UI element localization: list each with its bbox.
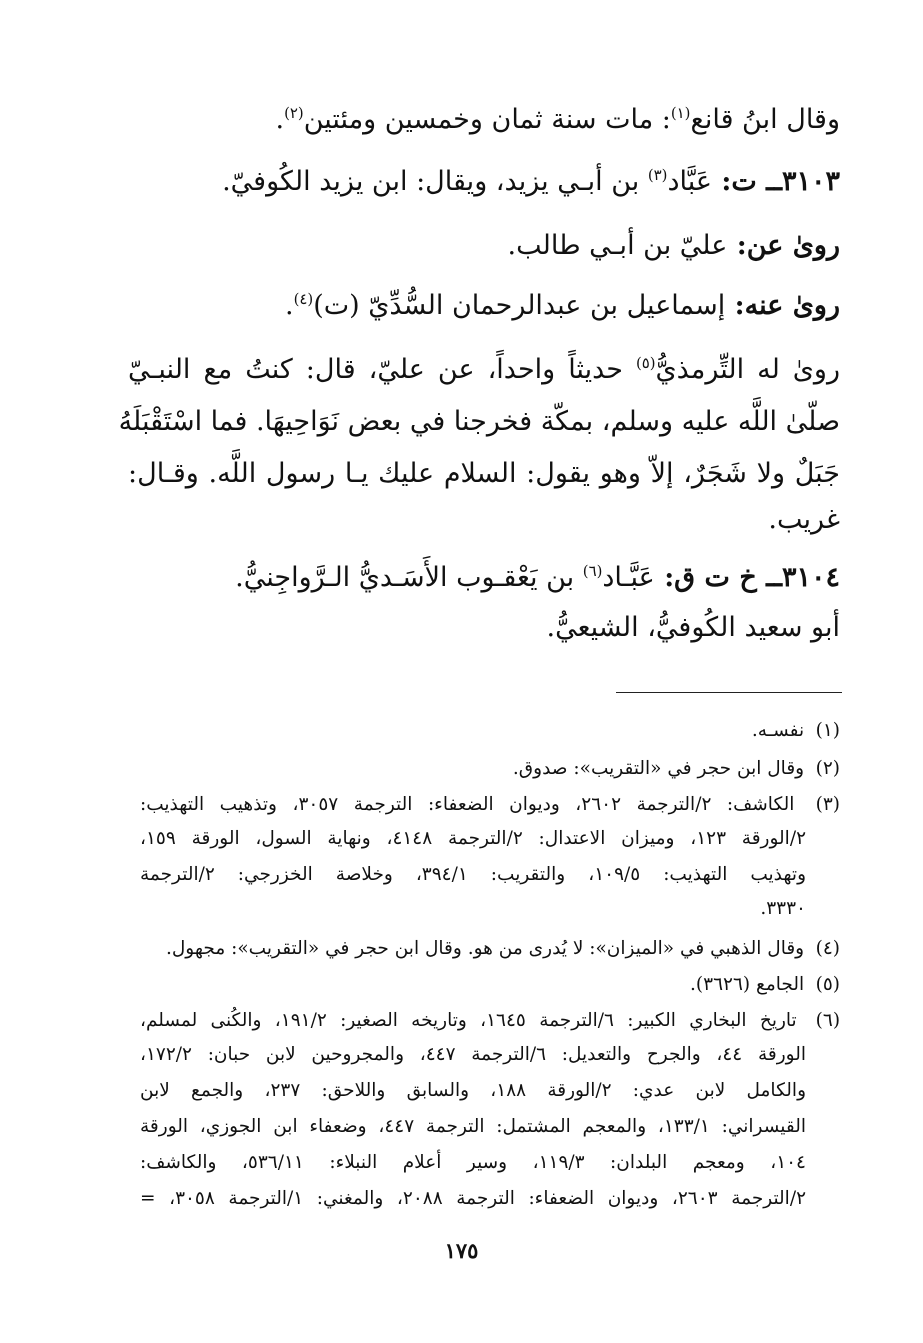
page-number: ١٧٥: [444, 1238, 479, 1263]
footnote-ref: (٦): [582, 562, 603, 580]
footnote-ref: (٤): [293, 290, 314, 308]
text-line-death-date: [128, 106, 840, 133]
footnote-3-line: وتهذيب التهذيب: ١٠٩/٥، والتقريب: ٣٩٤/١، وخلاصة الخزرجي: ٢/الترجمة: [140, 864, 806, 885]
paragraph-line: [128, 356, 840, 383]
text-fragment: حديثاً واحداً، عن عليّ، قال: كنتُ مع النبـيّ: [128, 354, 636, 385]
narrator-name: عَبَّاد: [667, 166, 712, 197]
text-fragment: عليّ بن أبـي طالب.: [507, 230, 728, 261]
label-narrated-from: روىٰ عن:: [727, 230, 840, 261]
footnote-3-line: ٢/الورقة ١٢٣، وميزان الاعتدال: ٢/الترجمة ٤١٤٨، ونهاية السول، الورقة ١٥٩،: [140, 828, 806, 849]
label-narrated-by: روىٰ عنه:: [725, 290, 840, 321]
text-fragment: بن أبـي يزيد، ويقال: ابن يزيد الكُوفيّ.: [222, 166, 648, 197]
footnote-text: الجامع (٣٦٢٦).: [690, 974, 805, 995]
footnote-4: [140, 940, 840, 959]
text-fragment: بن يَعْقـوب الأَسَـديُّ الـرَّواجِنيُّ.: [235, 562, 583, 593]
entry-number: ٣١٠٣ــ ت:: [711, 166, 840, 197]
footnote-6-line: ١٠٤، ومعجم البلدان: ١١٩/٣، وسير أعلام النبلاء: ٥٣٦/١١، والكاشف:: [140, 1152, 806, 1173]
paragraph-line: جَبَلٌ ولا شَجَرٌ، إلاّ وهو يقول: السلام عليك يـا رسول اللَّه. وقـال:: [128, 458, 840, 489]
footnote-6-line: الورقة ٤٤، والجرح والتعديل: ٦/الترجمة ٤٤٧، والمجروحين لابن حبان: ١٧٢/٢،: [140, 1044, 806, 1065]
narrated-from-line: [128, 232, 840, 259]
text-fragment: .: [285, 290, 294, 321]
entry-3103-heading: [128, 168, 840, 195]
footnote-1: [140, 722, 840, 741]
paragraph-line: غريب.: [768, 504, 840, 535]
footnote-number: (٢): [815, 758, 840, 779]
entry-3104-kunya: أبو سعيد الكُوفيُّ، الشيعيُّ.: [546, 612, 840, 643]
narrated-by-line: [128, 292, 840, 319]
paragraph-line: صلّىٰ اللَّه عليه وسلم، بمكّة فخرجنا في بعض نَوَاحِيهَا. فما اسْتَقْبَلَهُ: [118, 406, 840, 437]
footnote-number: (٦): [815, 1010, 841, 1031]
footnote-3-line: ٣٣٣٠.: [760, 898, 806, 919]
footnote-number: (١): [815, 720, 840, 741]
entry-number: ٣١٠٤ــ خ ت ق:: [654, 562, 840, 593]
footnote-number: (٥): [815, 974, 840, 995]
footnote-2: [140, 760, 840, 779]
footnote-text: نفسـه.: [751, 720, 805, 741]
footnote-ref: (١): [670, 104, 691, 122]
text-fragment: إسماعيل بن عبدالرحمان السُّدِّيّ (ت): [313, 290, 726, 321]
footnote-ref: (٢): [284, 104, 304, 122]
entry-3104-heading: [128, 564, 840, 591]
text-fragment: روىٰ له التِّرمذيُّ: [655, 354, 841, 385]
footnote-6-line: والكامل لابن عدي: ٢/الورقة ١٨٨، والسابق واللاحق: ٢٣٧، والجمع لابن: [140, 1080, 807, 1101]
footnote-separator: [616, 692, 842, 693]
footnote-6-line: ٢/الترجمة ٢٦٠٣، وديوان الضعفاء: الترجمة ٢٠٨٨، والمغني: ١/الترجمة ٣٠٥٨، =: [140, 1188, 806, 1209]
footnote-ref: (٥): [635, 354, 656, 372]
narrator-name: عَبَّـاد: [602, 562, 655, 593]
footnote-number: (٤): [815, 938, 840, 959]
text-fragment: : مات سنة ثمان وخمسين ومئتين: [303, 104, 671, 135]
text-fragment: .: [275, 104, 285, 135]
text-fragment: وقال ابنُ قانع: [690, 104, 840, 135]
footnote-3: [140, 796, 840, 815]
footnote-6-line: القيسراني: ١٣٣/١، والمعجم المشتمل: الترجمة ٤٤٧، وضعفاء ابن الجوزي، الورقة: [140, 1116, 806, 1137]
footnote-5: [140, 976, 840, 995]
footnote-text: وقال ابن حجر في «التقريب»: صدوق.: [512, 758, 805, 779]
footnote-6: [140, 1012, 840, 1031]
footnote-text: الكاشف: ٢/الترجمة ٢٦٠٢، وديوان الضعفاء: الترجمة ٣٠٥٧، وتذهيب التهذيب:: [140, 794, 795, 815]
footnote-text: وقال الذهبي في «الميزان»: لا يُدرى من هو. وقال ابن حجر في «التقريب»: مجهول.: [165, 938, 805, 959]
footnote-text: تاريخ البخاري الكبير: ٦/الترجمة ١٦٤٥، وتاريخه الصغير: ١٩١/٢، والكُنى لمسلم،: [140, 1010, 797, 1031]
footnote-ref: (٣): [647, 166, 668, 184]
footnote-number: (٣): [815, 794, 840, 815]
